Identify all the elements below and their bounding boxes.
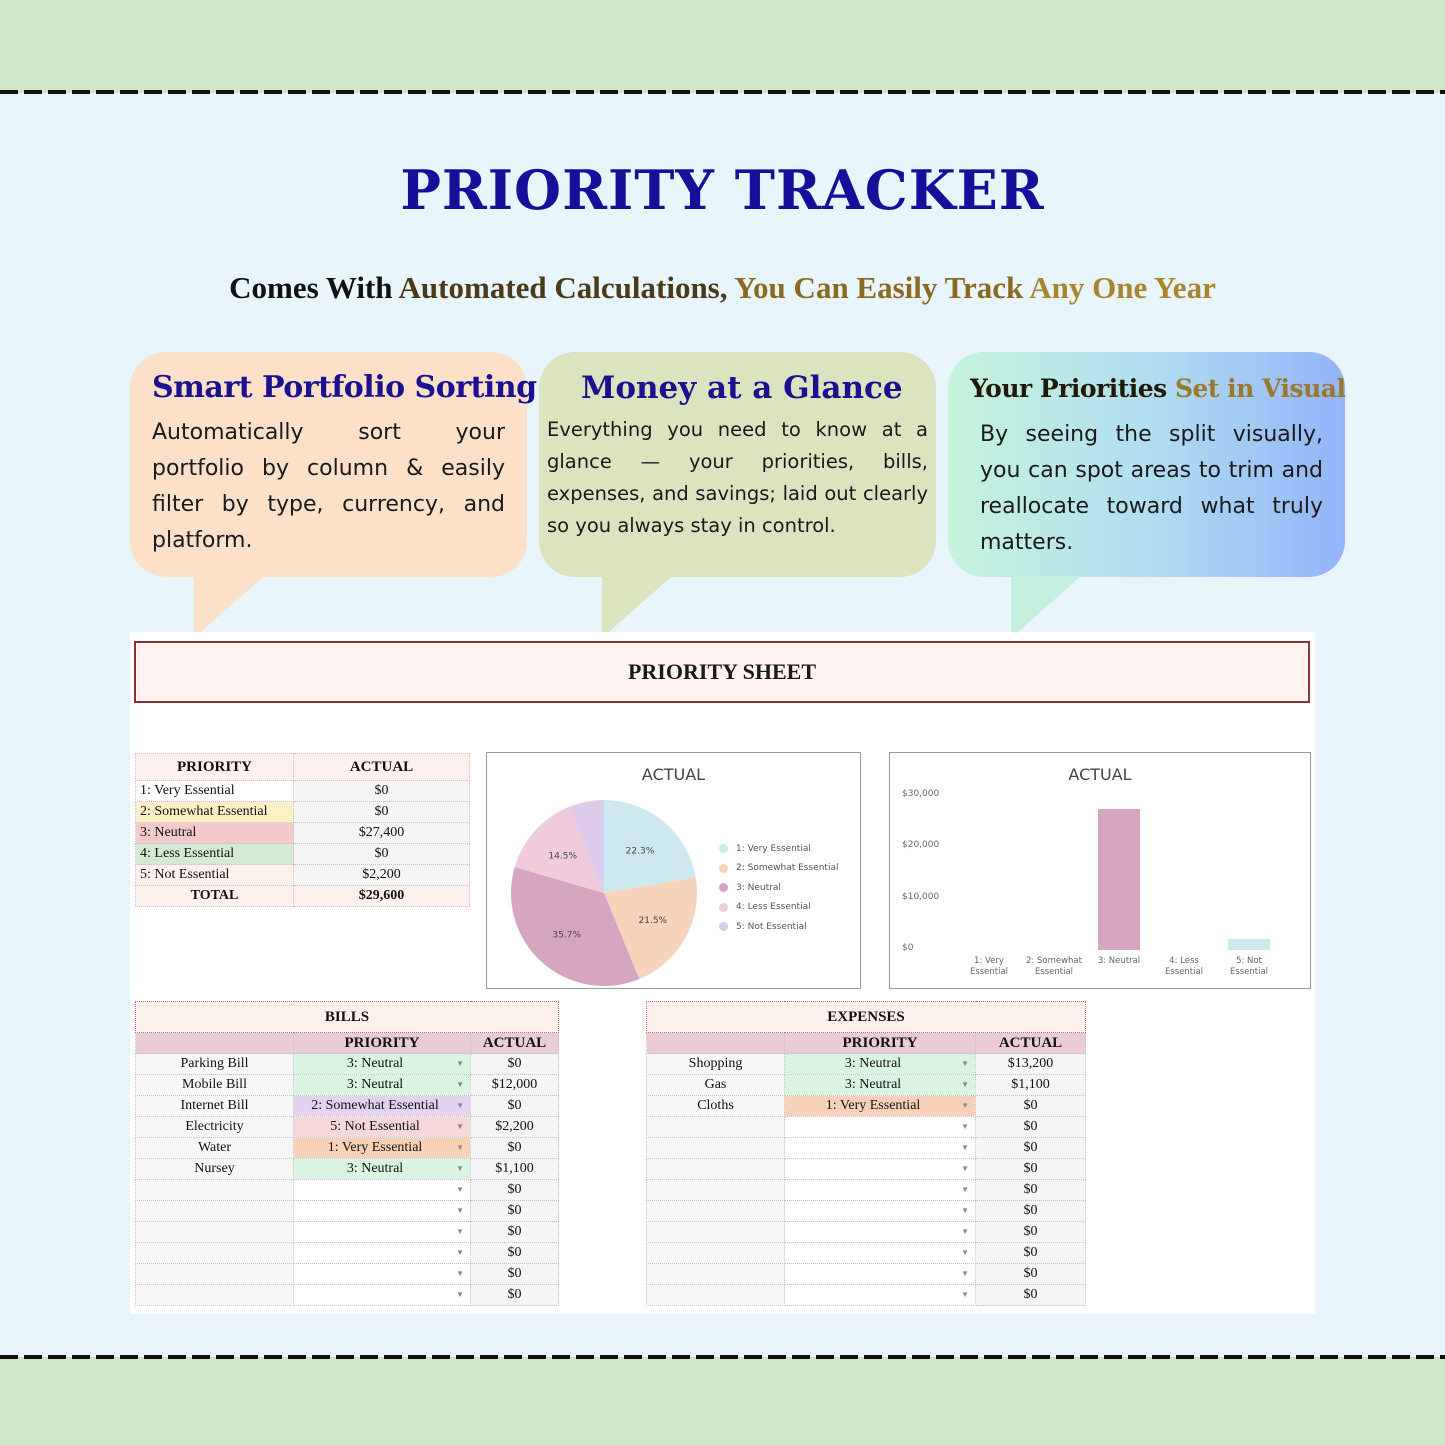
feature-title-part: Your Priorities (970, 374, 1175, 403)
table-row (647, 1117, 1086, 1138)
item-actual[interactable]: $13,200 (976, 1054, 1086, 1075)
bar (1228, 939, 1270, 950)
chevron-down-icon[interactable]: ▼ (961, 1143, 969, 1152)
item-name[interactable]: Parking Bill (136, 1054, 294, 1075)
chevron-down-icon[interactable]: ▼ (456, 1059, 464, 1068)
item-actual[interactable]: $0 (471, 1201, 559, 1222)
column-header (647, 1033, 785, 1054)
chevron-down-icon[interactable]: ▼ (456, 1143, 464, 1152)
priority-dropdown[interactable] (785, 1180, 976, 1201)
priority-dropdown[interactable] (294, 1222, 471, 1243)
legend-label: 1: Very Essential (736, 843, 811, 854)
priority-dropdown[interactable] (294, 1054, 471, 1075)
priority-label: 4: Less Essential (136, 844, 294, 865)
summary-total-row (136, 886, 470, 907)
priority-actual: $2,200 (294, 865, 470, 886)
chevron-down-icon[interactable]: ▼ (961, 1269, 969, 1278)
legend-swatch (719, 883, 728, 892)
x-axis-tick: 1: Very Essential (969, 956, 1009, 977)
table-row (647, 1201, 1086, 1222)
legend-item (719, 917, 838, 937)
summary-row (136, 802, 470, 823)
legend-swatch (719, 844, 728, 853)
x-axis-tick: 4: Less Essential (1164, 956, 1204, 977)
priority-dropdown[interactable] (294, 1138, 471, 1159)
table-row (647, 1180, 1086, 1201)
item-name[interactable] (136, 1243, 294, 1264)
table-row (647, 1096, 1086, 1117)
item-name[interactable] (647, 1138, 785, 1159)
chevron-down-icon[interactable]: ▼ (961, 1080, 969, 1089)
feature-bubble-visual-priorities (948, 352, 1345, 577)
feature-body: By seeing the split visually, you can spot areas to trim and reallocate toward what truly matters. (980, 422, 1323, 555)
chevron-down-icon[interactable]: ▼ (961, 1122, 969, 1131)
column-header: PRIORITY (136, 754, 294, 781)
table-row (647, 1222, 1086, 1243)
table-row (647, 1264, 1086, 1285)
legend-label: 5: Not Essential (736, 921, 807, 932)
priority-actual: $0 (294, 844, 470, 865)
summary-row (136, 823, 470, 844)
priority-dropdown[interactable] (294, 1243, 471, 1264)
item-name[interactable] (647, 1264, 785, 1285)
table-row (647, 1285, 1086, 1306)
chevron-down-icon[interactable]: ▼ (961, 1290, 969, 1299)
item-actual[interactable]: $0 (471, 1096, 559, 1117)
priority-dropdown[interactable] (294, 1201, 471, 1222)
item-name[interactable]: Cloths (647, 1096, 785, 1117)
priority-dropdown[interactable] (294, 1264, 471, 1285)
table-row (136, 1117, 559, 1138)
priority-label: 5: Not Essential (136, 865, 294, 886)
item-actual[interactable]: $0 (976, 1117, 1086, 1138)
table-row (647, 1243, 1086, 1264)
item-name[interactable] (136, 1222, 294, 1243)
item-name[interactable]: Mobile Bill (136, 1075, 294, 1096)
chevron-down-icon[interactable]: ▼ (456, 1101, 464, 1110)
item-name[interactable]: Gas (647, 1075, 785, 1096)
table-row (647, 1159, 1086, 1180)
item-name[interactable] (647, 1117, 785, 1138)
feature-title: Money at a Glance (581, 370, 903, 406)
pie-slice-label: 22.3% (625, 846, 655, 857)
priority-dropdown[interactable] (785, 1117, 976, 1138)
priority-dropdown[interactable] (785, 1159, 976, 1180)
table-row (136, 1180, 559, 1201)
priority-summary-table (135, 753, 470, 907)
item-name[interactable]: Electricity (136, 1117, 294, 1138)
priority-dropdown[interactable] (294, 1285, 471, 1306)
summary-row (136, 844, 470, 865)
chart-title: ACTUAL (1068, 765, 1132, 784)
priority-actual: $0 (294, 781, 470, 802)
item-name[interactable]: Nursey (136, 1159, 294, 1180)
total-label: TOTAL (136, 886, 294, 907)
column-header: ACTUAL (976, 1033, 1086, 1054)
table-row (647, 1054, 1086, 1075)
subtitle-part: Automated Calculations, (398, 270, 735, 305)
feature-body: Automatically sort your portfolio by column & easily filter by type, currency, and platform. (152, 420, 505, 553)
subtitle-part: You Can Easily Track (734, 270, 1030, 305)
priority-actual: $0 (294, 802, 470, 823)
chevron-down-icon[interactable]: ▼ (456, 1248, 464, 1257)
chevron-down-icon[interactable]: ▼ (961, 1206, 969, 1215)
item-actual[interactable]: $0 (976, 1285, 1086, 1306)
priority-value: 1: Very Essential (327, 1140, 423, 1155)
chevron-down-icon[interactable]: ▼ (961, 1164, 969, 1173)
item-actual[interactable]: $0 (471, 1285, 559, 1306)
priority-value: 5: Not Essential (330, 1119, 420, 1134)
feature-title: Smart Portfolio Sorting (152, 370, 537, 405)
priority-dropdown[interactable] (785, 1096, 976, 1117)
table-row (136, 1075, 559, 1096)
x-axis-tick: 3: Neutral (1097, 956, 1141, 966)
item-actual[interactable]: $0 (471, 1180, 559, 1201)
legend-label: 4: Less Essential (736, 902, 811, 913)
priority-sheet (130, 632, 1315, 1314)
chevron-down-icon[interactable]: ▼ (961, 1059, 969, 1068)
bubble-tail (1011, 576, 1081, 638)
bar-chart-panel (889, 752, 1311, 989)
priority-value: 2: Somewhat Essential (311, 1098, 439, 1113)
column-header (136, 1033, 294, 1054)
priority-dropdown[interactable] (294, 1117, 471, 1138)
priority-dropdown[interactable] (785, 1285, 976, 1306)
priority-dropdown[interactable] (785, 1222, 976, 1243)
item-name[interactable] (647, 1159, 785, 1180)
chevron-down-icon[interactable]: ▼ (456, 1269, 464, 1278)
pie-legend (719, 839, 838, 937)
item-name[interactable]: Internet Bill (136, 1096, 294, 1117)
item-actual[interactable]: $0 (976, 1096, 1086, 1117)
item-name[interactable]: Shopping (647, 1054, 785, 1075)
item-name[interactable] (647, 1285, 785, 1306)
legend-swatch (719, 903, 728, 912)
total-value: $29,600 (294, 886, 470, 907)
y-axis-tick: $0 (902, 943, 914, 953)
priority-dropdown[interactable] (785, 1138, 976, 1159)
priority-dropdown[interactable] (294, 1096, 471, 1117)
item-name[interactable] (647, 1222, 785, 1243)
item-actual[interactable]: $2,200 (471, 1117, 559, 1138)
item-name[interactable]: Water (136, 1138, 294, 1159)
priority-value: 3: Neutral (844, 1056, 902, 1071)
priority-label: 2: Somewhat Essential (136, 802, 294, 823)
table-row (136, 1138, 559, 1159)
pie-slice-label: 14.5% (548, 851, 578, 862)
column-header: ACTUAL (294, 754, 470, 781)
expenses-title: EXPENSES (647, 1002, 1086, 1033)
bills-title: BILLS (136, 1002, 559, 1033)
summary-row (136, 781, 470, 802)
priority-dropdown[interactable] (294, 1159, 471, 1180)
item-actual[interactable]: $12,000 (471, 1075, 559, 1096)
pie-chart-panel (486, 752, 861, 989)
x-axis-tick: 5: Not Essential (1229, 956, 1269, 977)
sheet-title: PRIORITY SHEET (134, 641, 1310, 703)
legend-item (719, 839, 838, 859)
item-name[interactable] (647, 1243, 785, 1264)
table-row (647, 1138, 1086, 1159)
item-name[interactable] (647, 1180, 785, 1201)
chevron-down-icon[interactable]: ▼ (456, 1290, 464, 1299)
feature-title-part: Set in Visual (1174, 374, 1346, 403)
priority-label: 1: Very Essential (136, 781, 294, 802)
priority-dropdown[interactable] (785, 1075, 976, 1096)
chevron-down-icon[interactable]: ▼ (456, 1164, 464, 1173)
legend-label: 3: Neutral (736, 882, 781, 893)
item-actual[interactable]: $0 (976, 1243, 1086, 1264)
priority-label: 3: Neutral (136, 823, 294, 844)
expenses-table (646, 1001, 1086, 1306)
feature-body: Everything you need to know at a glance — your priorities, bills, expenses, and savings; laid out clearly so you always stay in control. (547, 418, 928, 537)
item-actual[interactable]: $0 (471, 1054, 559, 1075)
legend-item (719, 859, 838, 879)
legend-label: 2: Somewhat Essential (736, 863, 839, 874)
item-actual[interactable]: $0 (976, 1180, 1086, 1201)
bubble-tail (194, 576, 264, 638)
pie-slice-label: 35.7% (552, 930, 582, 941)
priority-dropdown[interactable] (294, 1180, 471, 1201)
priority-value: 1: Very Essential (825, 1098, 921, 1113)
priority-value: 3: Neutral (346, 1161, 404, 1176)
item-actual[interactable]: $0 (976, 1159, 1086, 1180)
chevron-down-icon[interactable]: ▼ (456, 1227, 464, 1236)
bills-table (135, 1001, 559, 1306)
bottom-band (0, 1357, 1445, 1445)
y-axis-tick: $10,000 (902, 891, 940, 902)
chevron-down-icon[interactable]: ▼ (961, 1248, 969, 1257)
priority-dropdown[interactable] (785, 1054, 976, 1075)
bar (1098, 809, 1140, 950)
priority-dropdown[interactable] (294, 1075, 471, 1096)
table-row (136, 1201, 559, 1222)
legend-swatch (719, 922, 728, 931)
chevron-down-icon[interactable]: ▼ (456, 1122, 464, 1131)
column-header: PRIORITY (785, 1033, 976, 1054)
item-actual[interactable]: $0 (471, 1243, 559, 1264)
item-name[interactable] (136, 1285, 294, 1306)
table-row (136, 1243, 559, 1264)
legend-swatch (719, 864, 728, 873)
item-actual[interactable]: $0 (471, 1264, 559, 1285)
chevron-down-icon[interactable]: ▼ (961, 1227, 969, 1236)
item-name[interactable] (136, 1180, 294, 1201)
top-band (0, 0, 1445, 93)
item-actual[interactable]: $0 (471, 1138, 559, 1159)
item-actual[interactable]: $0 (471, 1222, 559, 1243)
item-name[interactable] (647, 1201, 785, 1222)
feature-bubble-money-glance (539, 352, 936, 577)
item-actual[interactable]: $1,100 (976, 1075, 1086, 1096)
item-actual[interactable]: $0 (976, 1201, 1086, 1222)
bottom-dashed-divider (0, 1355, 1445, 1359)
item-actual[interactable]: $0 (976, 1264, 1086, 1285)
table-row (136, 1054, 559, 1075)
item-name[interactable] (136, 1201, 294, 1222)
chevron-down-icon[interactable]: ▼ (961, 1185, 969, 1194)
x-axis-tick: 2: Somewhat Essential (1026, 956, 1082, 977)
page-subtitle (0, 270, 1445, 306)
item-actual[interactable]: $0 (976, 1222, 1086, 1243)
priority-value: 3: Neutral (346, 1077, 404, 1092)
page-title: PRIORITY TRACKER (400, 158, 1045, 222)
priority-value: 3: Neutral (844, 1077, 902, 1092)
priority-actual: $27,400 (294, 823, 470, 844)
legend-item (719, 878, 838, 898)
table-row (647, 1075, 1086, 1096)
feature-bubble-smart-sorting (130, 352, 537, 577)
item-actual[interactable]: $0 (976, 1138, 1086, 1159)
chevron-down-icon[interactable]: ▼ (961, 1101, 969, 1110)
table-row (136, 1264, 559, 1285)
table-row (136, 1096, 559, 1117)
table-row (136, 1222, 559, 1243)
priority-dropdown[interactable] (785, 1201, 976, 1222)
subtitle-part: Any One Year (1029, 270, 1216, 305)
summary-row (136, 865, 470, 886)
subtitle-part: Comes With (229, 270, 399, 305)
priority-dropdown[interactable] (785, 1264, 976, 1285)
top-dashed-divider (0, 90, 1445, 94)
priority-value: 3: Neutral (346, 1056, 404, 1071)
chevron-down-icon[interactable]: ▼ (456, 1206, 464, 1215)
table-row (136, 1159, 559, 1180)
table-row (136, 1285, 559, 1306)
chevron-down-icon[interactable]: ▼ (456, 1080, 464, 1089)
y-axis-tick: $30,000 (902, 789, 940, 799)
y-axis-tick: $20,000 (902, 840, 940, 851)
chart-title: ACTUAL (641, 765, 706, 784)
column-header: PRIORITY (294, 1033, 471, 1054)
pie-slice-label: 21.5% (638, 916, 668, 927)
item-actual[interactable]: $1,100 (471, 1159, 559, 1180)
bubble-tail (602, 576, 672, 638)
chevron-down-icon[interactable]: ▼ (456, 1185, 464, 1194)
item-name[interactable] (136, 1264, 294, 1285)
priority-dropdown[interactable] (785, 1243, 976, 1264)
legend-item (719, 898, 838, 918)
feature-title (970, 374, 1346, 403)
column-header: ACTUAL (471, 1033, 559, 1054)
